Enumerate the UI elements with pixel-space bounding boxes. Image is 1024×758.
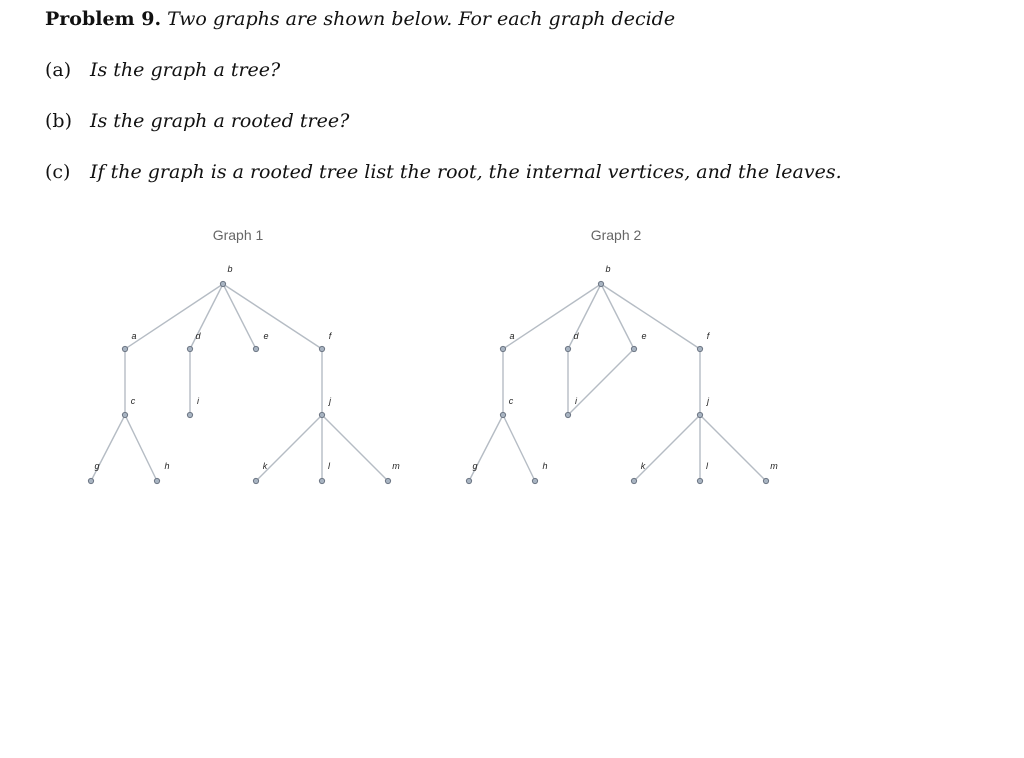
problem-intro: Two graphs are shown below. For each graph decide (167, 8, 676, 30)
vertex-f (319, 346, 324, 351)
vertex-label-k: k (640, 461, 646, 471)
vertex-label-h: h (164, 461, 170, 471)
part-text: If the graph is a rooted tree list the root, the internal vertices, and the leaves. (90, 161, 842, 183)
vertex-label-j: j (707, 396, 709, 406)
vertex-label-l: l (328, 461, 330, 471)
edge-b-a (503, 284, 601, 349)
vertex-f (697, 346, 702, 351)
vertex-label-l: l (706, 461, 708, 471)
part-c (45, 159, 1005, 185)
edge-c-g (469, 415, 503, 481)
vertex-label-g: g (472, 461, 478, 471)
graph-title: Graph 2 (590, 227, 642, 243)
vertex-label-c: c (508, 396, 514, 406)
part-label: (b) (45, 110, 72, 132)
problem-header (45, 6, 1005, 32)
vertex-h (154, 478, 159, 483)
edge-b-e (601, 284, 634, 349)
vertex-label-a: a (509, 331, 515, 341)
graph-title: Graph 1 (212, 227, 264, 243)
vertex-label-i: i (197, 396, 199, 406)
vertex-h (532, 478, 537, 483)
edge-b-a (125, 284, 223, 349)
vertex-l (697, 478, 702, 483)
part-b (45, 108, 1005, 134)
vertex-j (319, 412, 324, 417)
problem-statement (45, 6, 1005, 185)
part-text: Is the graph a tree? (90, 59, 281, 81)
vertex-label-f: f (706, 331, 710, 341)
vertex-m (385, 478, 390, 483)
vertex-d (565, 346, 570, 351)
edge-c-h (125, 415, 157, 481)
vertex-a (122, 346, 127, 351)
vertex-label-k: k (262, 461, 268, 471)
vertex-label-b: b (605, 264, 611, 274)
vertex-j (697, 412, 702, 417)
vertex-label-e: e (263, 331, 269, 341)
vertex-b (598, 281, 603, 286)
edge-c-h (503, 415, 535, 481)
vertex-g (88, 478, 93, 483)
edge-j-m (322, 415, 388, 481)
vertex-label-f: f (328, 331, 332, 341)
edge-b-f (223, 284, 322, 349)
vertex-label-j: j (329, 396, 331, 406)
vertex-label-e: e (641, 331, 647, 341)
vertex-label-m: m (392, 461, 400, 471)
edge-j-k (256, 415, 322, 481)
part-a (45, 57, 1005, 83)
edge-j-m (700, 415, 766, 481)
vertex-i (565, 412, 570, 417)
graph-vertices (466, 264, 778, 484)
vertex-label-b: b (227, 264, 233, 274)
vertex-b (220, 281, 225, 286)
vertex-e (631, 346, 636, 351)
edge-b-e (223, 284, 256, 349)
vertex-label-i: i (575, 396, 577, 406)
vertex-label-d: d (573, 331, 579, 341)
edge-j-k (634, 415, 700, 481)
vertex-e (253, 346, 258, 351)
vertex-l (319, 478, 324, 483)
vertex-k (253, 478, 258, 483)
graph-2 (466, 227, 778, 484)
vertex-label-g: g (94, 461, 100, 471)
edge-e-i (568, 349, 634, 415)
vertex-label-m: m (770, 461, 778, 471)
vertex-a (500, 346, 505, 351)
edge-b-f (601, 284, 700, 349)
part-label: (a) (45, 59, 72, 81)
graph-edges (469, 284, 766, 481)
vertex-c (500, 412, 505, 417)
graphs-figure (0, 215, 1024, 505)
vertex-label-c: c (130, 396, 136, 406)
graph-vertices (88, 264, 400, 484)
vertex-m (763, 478, 768, 483)
part-text: Is the graph a rooted tree? (90, 110, 350, 132)
graph-1 (88, 227, 400, 484)
part-label: (c) (45, 161, 71, 183)
vertex-d (187, 346, 192, 351)
graph-edges (91, 284, 388, 481)
vertex-label-a: a (131, 331, 137, 341)
vertex-label-h: h (542, 461, 548, 471)
problem-number: Problem 9. (45, 8, 162, 30)
vertex-c (122, 412, 127, 417)
vertex-k (631, 478, 636, 483)
vertex-i (187, 412, 192, 417)
vertex-g (466, 478, 471, 483)
vertex-label-d: d (195, 331, 201, 341)
edge-c-g (91, 415, 125, 481)
